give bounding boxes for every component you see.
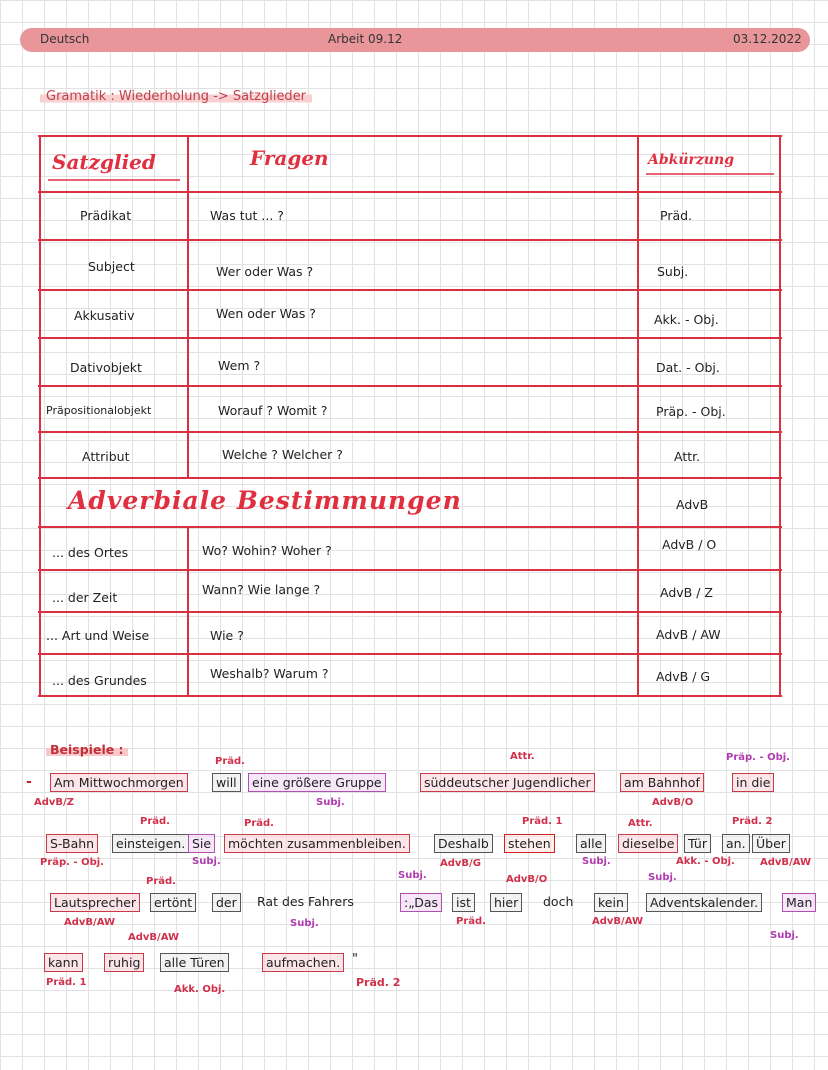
- annotation: Subj.: [290, 918, 319, 929]
- example-word: alle: [576, 834, 606, 853]
- adverbial-row-name: ... des Grundes: [52, 673, 147, 688]
- example-word: Rat des Fahrers: [257, 894, 354, 909]
- adverbial-row-abbr: AdvB / Z: [660, 585, 713, 600]
- annotation: AdvB/Z: [34, 797, 74, 808]
- example-word: alle Türen: [160, 953, 229, 972]
- example-word: dieselbe: [618, 834, 678, 853]
- adverbial-row-name: ... Art und Weise: [46, 628, 150, 643]
- row-question: Wem ?: [218, 358, 261, 373]
- example-word: Man: [782, 893, 816, 912]
- example-word: :„Das: [400, 893, 442, 912]
- row-abbr: Dat. - Obj.: [656, 360, 720, 375]
- adverbial-row-name: ... des Ortes: [52, 545, 129, 560]
- row-name: Dativobjekt: [70, 360, 142, 375]
- col-header-abkuerzung: Abkürzung: [648, 152, 735, 168]
- example-word: stehen: [504, 834, 555, 853]
- annotation: AdvB/G: [440, 858, 481, 869]
- row-name: Prädikat: [80, 208, 132, 223]
- adverbial-row-abbr: AdvB / AW: [656, 627, 721, 642]
- annotation: Präd.: [146, 876, 176, 887]
- annotation: Präp. - Obj.: [40, 857, 104, 868]
- annotation: AdvB/O: [652, 797, 694, 808]
- example-word: Am Mittwochmorgen: [50, 773, 188, 792]
- adverbial-row-question: Wo? Wohin? Woher ?: [202, 543, 332, 558]
- adverbial-row-question: Weshalb? Warum ?: [210, 666, 329, 681]
- example-word: aufmachen.: [262, 953, 344, 972]
- col-header-satzglied: Satzglied: [52, 150, 156, 174]
- row-abbr: Subj.: [657, 264, 689, 279]
- row-question: Wer oder Was ?: [216, 264, 314, 279]
- example-word: ruhig: [104, 953, 144, 972]
- annotation: AdvB/AW: [64, 917, 116, 928]
- row-abbr: Akk. - Obj.: [654, 312, 719, 327]
- annotation: Präd. 2: [356, 976, 401, 989]
- example-word: Adventskalender.: [646, 893, 762, 912]
- annotation: Subj.: [398, 870, 427, 881]
- row-abbr: Präp. - Obj.: [656, 404, 726, 419]
- annotation: Subj.: [316, 797, 345, 808]
- annotation: Subj.: [582, 856, 611, 867]
- example-word: Über: [752, 834, 790, 853]
- example-word: einsteigen.: [112, 834, 189, 853]
- example-word: ist: [452, 893, 475, 912]
- annotation: Subj.: [770, 930, 799, 941]
- adverbial-row-question: Wie ?: [210, 628, 244, 643]
- example-word: will: [212, 773, 241, 792]
- row-question: Welche ? Welcher ?: [222, 447, 343, 462]
- example-word: am Bahnhof: [620, 773, 704, 792]
- annotation: Präd. 2: [732, 816, 773, 827]
- example-word: S-Bahn: [46, 834, 98, 853]
- example-word: der: [212, 893, 241, 912]
- annotation: Attr.: [510, 751, 535, 762]
- header-date: 03.12.2022: [733, 32, 802, 46]
- header-title: Arbeit 09.12: [328, 32, 403, 46]
- example-word: möchten zusammenbleiben.: [224, 834, 410, 853]
- example-word: doch: [543, 894, 574, 909]
- annotation: Präd.: [140, 816, 170, 827]
- example-word: ertönt: [150, 893, 196, 912]
- row-name: Präpositionalobjekt: [46, 404, 152, 417]
- annotation: Akk. - Obj.: [676, 856, 735, 867]
- example-word: Tür: [684, 834, 711, 853]
- example-word: Deshalb: [434, 834, 493, 853]
- annotation: Akk. Obj.: [174, 984, 226, 995]
- adverbial-abbr: AdvB: [676, 497, 709, 512]
- annotation: AdvB/AW: [760, 857, 812, 868]
- annotation: Präd.: [456, 916, 486, 927]
- annotation: Subj.: [192, 856, 221, 867]
- annotation: Subj.: [648, 872, 677, 883]
- annotation: Präd. 1: [46, 977, 87, 988]
- example-word: in die: [732, 773, 774, 792]
- row-question: Wen oder Was ?: [216, 306, 316, 321]
- closing-quote: ": [352, 952, 358, 967]
- topic-title: Gramatik : Wiederholung -> Satzglieder: [40, 89, 312, 104]
- example-word: hier: [490, 893, 522, 912]
- annotation: Präp. - Obj.: [726, 752, 790, 763]
- adverbial-row-name: ... der Zeit: [52, 590, 118, 605]
- example-word: süddeutscher Jugendlicher: [420, 773, 595, 792]
- row-abbr: Attr.: [674, 449, 701, 464]
- row-question: Was tut ... ?: [210, 208, 284, 223]
- row-question: Worauf ? Womit ?: [218, 403, 328, 418]
- row-abbr: Präd.: [660, 208, 693, 223]
- annotation: Präd.: [244, 818, 274, 829]
- row-name: Akkusativ: [74, 308, 135, 323]
- example-word: kein: [594, 893, 628, 912]
- annotation: AdvB/O: [506, 874, 548, 885]
- example-word: an.: [722, 834, 750, 853]
- adverbial-heading: Adverbiale Bestimmungen: [68, 486, 462, 515]
- annotation: Attr.: [628, 818, 653, 829]
- bullet-dash: -: [26, 774, 32, 790]
- example-word: eine größere Gruppe: [248, 773, 386, 792]
- annotation: AdvB/AW: [592, 916, 644, 927]
- header-subject: Deutsch: [40, 32, 90, 46]
- annotation: Präd.: [215, 756, 245, 767]
- examples-label: Beispiele :: [46, 742, 128, 757]
- row-name: Attribut: [82, 449, 130, 464]
- example-word: kann: [44, 953, 83, 972]
- col-header-fragen: Fragen: [250, 146, 329, 170]
- annotation: AdvB/AW: [128, 932, 180, 943]
- adverbial-row-abbr: AdvB / G: [656, 669, 711, 684]
- example-word: Lautsprecher: [50, 893, 140, 912]
- example-word: Sie: [188, 834, 215, 853]
- row-name: Subject: [88, 259, 135, 274]
- annotation: Präd. 1: [522, 816, 563, 827]
- adverbial-row-question: Wann? Wie lange ?: [202, 582, 321, 597]
- adverbial-row-abbr: AdvB / O: [662, 537, 717, 552]
